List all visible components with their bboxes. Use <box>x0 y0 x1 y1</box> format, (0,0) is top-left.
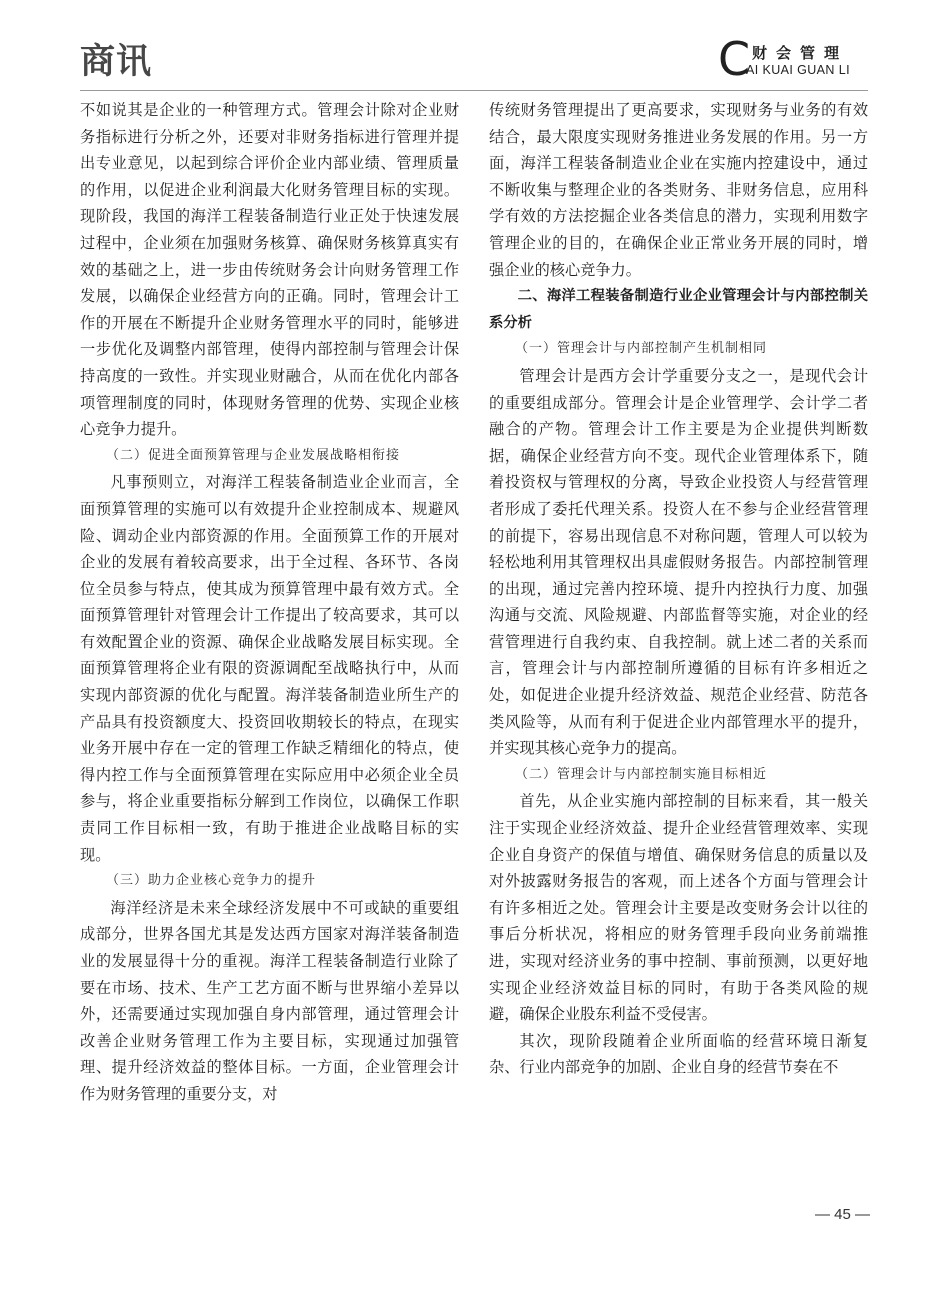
publication-brand: 商讯 <box>80 41 153 82</box>
paragraph: 管理会计是西方会计学重要分支之一，是现代会计的重要组成部分。管理会计是企业管理学、会计学二者融合的产物。管理会计工作主要是为企业提供判断数据，确保企业经营方向不变。现代企业管理体系下，随着投资权与管理权的分离，导致企业投资人与经营管理者形成了委托代理关系。投资人在不参与企业经营管理的前提下，容易出现信息不对称问题，管理人可以较为轻松地利用其管理权出具虚假财务报告。内部控制管理的出现，通过完善内控环境、提升内控执行力度、加强沟通与交流、风险规避、内部监督等实施，对企业的经营管理进行自我约束、自我控制。就上述二者的关系而言，管理会计与内部控制所遵循的目标有许多相近之处，如促进企业提升经济效益、规范企业经营、防范各类风险等，从而有利于促进企业内部管理水平的提升，并实现其核心竞争力的提高。 <box>489 366 868 758</box>
paragraph: 首先，从企业实施内部控制的目标来看，其一般关注于实现企业经济效益、提升企业经营管理效率、实现企业自身资产的保值与增值、确保财务信息的质量以及对外披露财务报告的客观，而上述各个方面与管理会计有许多相近之处。管理会计主要是改变财务会计以往的事后分析状况，将相应的财务管理手段向业务前端推进，实现对经济业务的事中控制、事前预测，以更好地实现企业经济效益目标的同时，有助于各类风险的规避，确保企业股东利益不受侵害。 <box>489 792 868 1024</box>
subheading: （二）促进全面预算管理与企业发展战略相衔接 <box>106 447 401 463</box>
paragraph: 传统财务管理提出了更高要求，实现财务与业务的有效结合，最大限度实现财务推进业务发展的作用。另一方面，海洋工程装备制造业企业在实施内控建设中，通过不断收集与整理企业的各类财务、非财务信息，应用科学有效的方法挖掘企业各类信息的潜力，实现利用数字管理企业的目的，在确保企业正常业务开展的同时，增强企业的核心竞争力。 <box>489 101 868 279</box>
paragraph: 凡事预则立，对海洋工程装备制造业企业而言，全面预算管理的实施可以有效提升企业控制成本、规避风险、调动企业内部资源的作用。全面预算工作的开展对企业的发展有着较高要求，出于全过程、各环节、各岗位全员参与特点，使其成为预算管理中最有效方式。全面预算管理针对管理会计工作提出了较高要求，其可以有效配置企业的资源、确保企业战略发展目标实现。全面预算管理将企业有限的资源调配至战略执行中，从而实现内部资源的优化与配置。海洋装备制造业所生产的产品具有投资额度大、投资回收期较长的特点，在现实业务开展中存在一定的管理工作缺乏精细化的特点，使得内控工作与全面预算管理在实际应用中必须企业全员参与，将企业重要指标分解到工作岗位，以确保工作职责同工作目标相一致，有助于推进企业战略目标的实现。 <box>80 473 459 864</box>
masthead-logo-letter: C <box>718 32 751 86</box>
subheading: （二）管理会计与内部控制实施目标相近 <box>515 766 768 782</box>
left-column <box>80 97 459 1187</box>
subheading: （一）管理会计与内部控制产生机制相同 <box>515 341 768 357</box>
paragraph: 海洋经济是未来全球经济发展中不可或缺的重要组成部分，世界各国尤其是发达西方国家对海洋装备制造业的发展显得十分的重视。海洋工程装备制造行业除了要在市场、技术、生产工艺方面不断与世界缩小差异以外，还需要通过实现加强自身内部管理，通过管理会计改善企业财务管理工作为主要目标，实现通过加强管理、提升经济效益的整体目标。一方面，企业管理会计作为财务管理的重要分支，对 <box>80 898 459 1103</box>
paragraph: 其次，现阶段随着企业所面临的经营环境日渐复杂、行业内部竞争的加剧、企业自身的经营节奏在不 <box>489 1031 868 1077</box>
subheading: （三）助力企业核心竞争力的提升 <box>106 873 317 889</box>
masthead-chinese-title: 财会管理 <box>752 44 849 62</box>
masthead-pinyin-title: AI KUAI GUAN LI <box>746 63 850 77</box>
page-number: — 45 — <box>814 1206 870 1223</box>
paragraph: 不如说其是企业的一种管理方式。管理会计除对企业财务指标进行分析之外，还要对非财务指标进行管理并提出专业意见，以起到综合评价企业内部业绩、管理质量的作用，以促进企业利润最大化财务管理目标的实现。现阶段，我国的海洋工程装备制造行业正处于快速发展过程中，企业须在加强财务核算、确保财务核算真实有效的基础之上，进一步由传统财务会计向财务管理工作发展，以确保企业经营方向的正确。同时，管理会计工作的开展在不断提升企业财务管理水平的同时，能够进一步优化及调整内部管理，使得内部控制与管理会计保持高度的一致性。并实现业财融合，从而在优化内部各项管理制度的同时，体现财务管理的优势、实现企业核心竞争力提升。 <box>80 101 459 439</box>
page-header <box>80 32 868 86</box>
section-heading: 二、海洋工程装备制造行业企业管理会计与内部控制关系分析 <box>489 288 868 331</box>
header-divider <box>80 90 868 91</box>
right-column <box>489 97 868 1187</box>
section-masthead <box>718 32 868 86</box>
